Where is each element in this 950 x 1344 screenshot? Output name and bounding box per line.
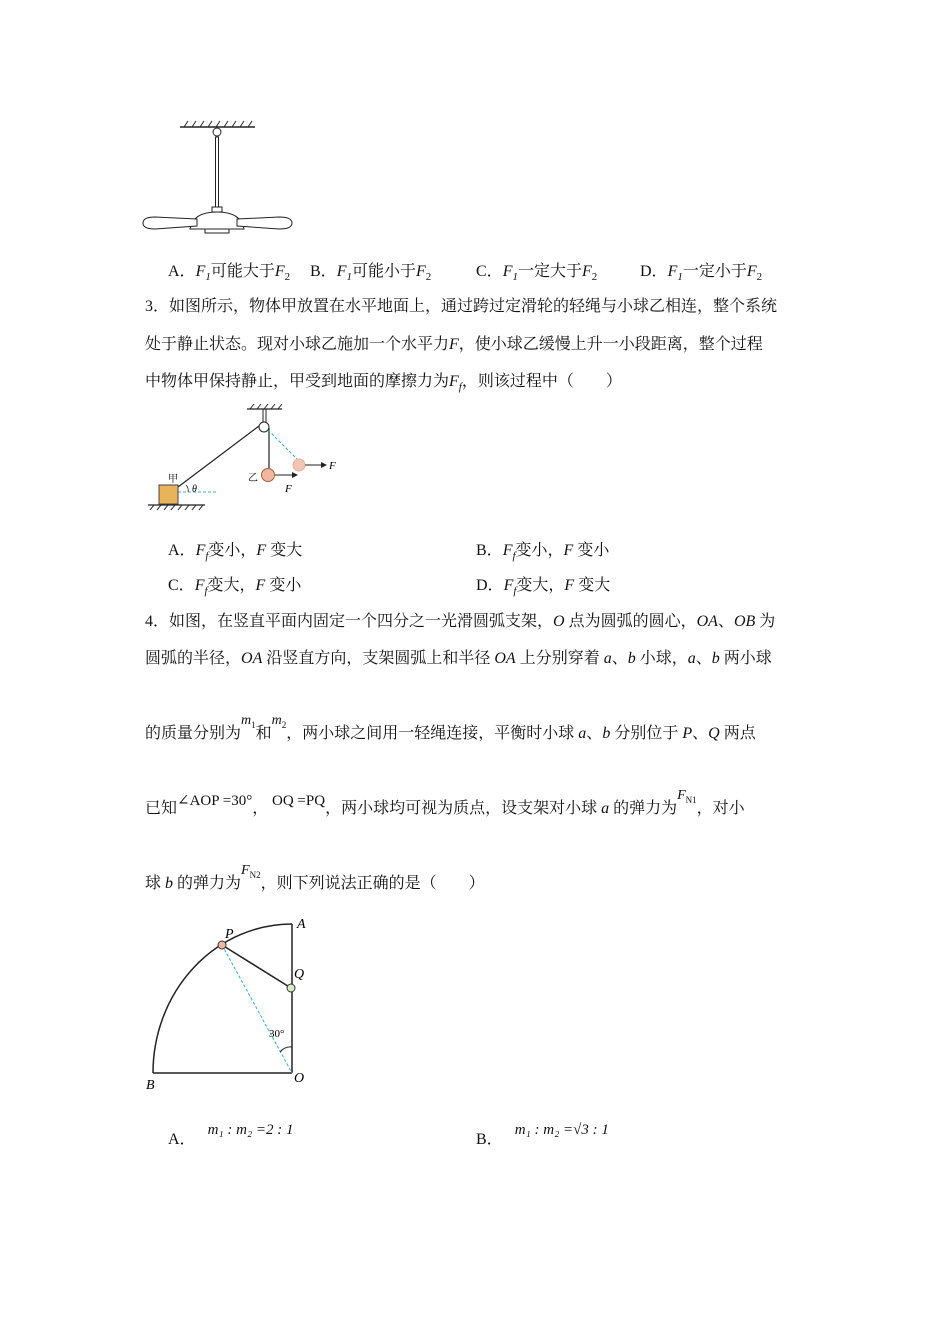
text-segment: 球 [145, 875, 166, 892]
text-segment: B． [476, 542, 503, 559]
text-segment: 2 [591, 271, 598, 283]
text-segment: 变大， [516, 577, 565, 594]
label-q: Q [294, 967, 305, 982]
text-segment: f [513, 585, 517, 597]
text-segment: N1 [685, 795, 697, 805]
text-segment: 两小球 [719, 650, 772, 667]
text-segment: F [677, 788, 686, 803]
text-segment: 、 [611, 650, 628, 667]
text-segment: Q [708, 725, 720, 742]
text-segment: 圆弧的半径， [145, 650, 242, 667]
text-segment: P [682, 725, 693, 742]
option-formula: m₁ : m₂ =2 : 1 [207, 1122, 294, 1138]
text-segment: m [271, 713, 282, 728]
text-segment: F [195, 263, 206, 280]
text-segment: 3．如图所示，物体甲放置在水平地面上，通过跨过定滑轮的轻绳与小球乙相连，整个系统 [145, 298, 778, 315]
text-segment: 和 [255, 725, 272, 742]
text-segment: ，则该过程中（ ） [461, 373, 622, 390]
text-segment: OA [241, 650, 263, 667]
text-segment: 两点 [719, 725, 756, 742]
ball-label: 乙 [248, 473, 258, 484]
label-b: B [146, 1078, 155, 1093]
text-segment: OQ =PQ [268, 793, 326, 809]
text-segment: A． [168, 542, 196, 559]
text-segment: 处于静止状态。现对小球乙施加一个水平力 [145, 336, 450, 353]
text-segment: F [195, 542, 206, 559]
text-segment: m [241, 713, 252, 728]
text-segment: 2 [756, 271, 763, 283]
text-segment: 、 [586, 725, 603, 742]
text-segment: F [502, 542, 513, 559]
text-segment: 2 [284, 271, 291, 283]
text-segment: 、 [692, 725, 709, 742]
text-segment: ，两小球均可视为质点，设支架对小球 [325, 800, 602, 817]
text-segment: 上分别穿着 [515, 650, 604, 667]
text-segment: 小球， [635, 650, 688, 667]
text-segment: 2 [281, 720, 287, 730]
angle-label: θ [192, 484, 197, 495]
text-segment: a [687, 650, 696, 667]
text-segment: ，对小 [696, 800, 745, 817]
text-segment: a [578, 725, 587, 742]
text-segment: 中物体甲保持静止，甲受到地面的摩擦力为 [145, 373, 450, 390]
text-segment: ，使小球乙缓慢上升一小段距离，整个过程 [458, 336, 763, 353]
text-segment: F [241, 863, 250, 878]
text-segment: f [204, 585, 208, 597]
text-segment: OA [696, 613, 718, 630]
option-label: A． [168, 1131, 196, 1148]
text-segment: F [564, 577, 575, 594]
text-segment: 一定大于 [517, 263, 582, 280]
q4-option-b[interactable] [476, 1120, 609, 1148]
block-label: 甲 [168, 474, 178, 485]
text-segment: 变小， [208, 542, 257, 559]
text-segment: F [581, 263, 592, 280]
text-segment: 变小 [573, 542, 610, 559]
text-segment: 点为圆弧的圆心， [564, 613, 697, 630]
text-segment: a [603, 650, 612, 667]
text-segment: OB [733, 613, 756, 630]
text-segment: 1 [677, 271, 683, 283]
force-label: F [329, 460, 336, 472]
text-segment: a [601, 800, 610, 817]
text-segment: ， [252, 800, 269, 817]
text-segment: 4．如图，在竖直平面内固定一个四分之一光滑圆弧支架， [145, 613, 554, 630]
text-segment: 的质量分别为 [145, 725, 242, 742]
label-a: A [297, 917, 306, 932]
text-segment: b [627, 650, 636, 667]
text-segment: F [274, 263, 285, 280]
text-segment: 2 [425, 271, 432, 283]
text-segment: f [205, 550, 209, 562]
text-segment: 沿竖直方向，支架圆弧上和半径 [262, 650, 495, 667]
label-angle: 30° [269, 1028, 285, 1040]
text-segment: B． [310, 263, 337, 280]
text-segment: F [503, 577, 514, 594]
text-segment: b [711, 650, 720, 667]
text-segment: ，则下列说法正确的是（ ） [260, 875, 485, 892]
text-segment: F [415, 263, 426, 280]
text-segment: ，两小球之间用一轻绳连接，平衡时小球 [286, 725, 579, 742]
text-segment: F [746, 263, 757, 280]
text-segment: b [602, 725, 611, 742]
ball-a-at-p [218, 941, 226, 949]
text-segment: D． [476, 577, 504, 594]
text-segment: b [165, 875, 174, 892]
text-segment: 变小， [515, 542, 564, 559]
text-segment: F [563, 542, 574, 559]
text-segment: f [512, 550, 516, 562]
text-segment: A． [168, 263, 196, 280]
text-segment: O [553, 613, 565, 630]
text-segment: 的弹力为 [173, 875, 242, 892]
ball-b-at-q [287, 984, 295, 992]
text-segment: F [667, 263, 678, 280]
text-segment: F [256, 542, 267, 559]
text-segment: OA [494, 650, 516, 667]
text-segment: 可能小于 [351, 263, 416, 280]
label-o: O [294, 1071, 305, 1086]
text-segment: F [449, 373, 459, 390]
q4-option-a[interactable] [168, 1120, 294, 1148]
text-segment: 变大， [207, 577, 256, 594]
text-segment: 1 [512, 271, 518, 283]
text-segment: N2 [249, 870, 261, 880]
text-segment: 已知 [145, 800, 178, 817]
text-segment: F [255, 577, 266, 594]
text-segment: 、 [717, 613, 734, 630]
text-segment: 、 [695, 650, 712, 667]
text-segment: F [502, 263, 513, 280]
text-segment: 的弹力为 [609, 800, 678, 817]
text-segment: F [336, 263, 347, 280]
text-segment: 1 [346, 271, 352, 283]
text-segment: ∠AOP =30° [177, 793, 253, 809]
text-segment: 变小 [265, 577, 302, 594]
text-segment: F [194, 577, 205, 594]
text-segment: D． [640, 263, 668, 280]
text-segment: C． [476, 263, 503, 280]
text-segment: 为 [755, 613, 776, 630]
text-segment: f [458, 381, 462, 393]
text-segment: 1 [251, 720, 256, 730]
text-segment: 变大 [266, 542, 303, 559]
text-segment: 一定小于 [682, 263, 747, 280]
text-segment: 分别位于 [610, 725, 683, 742]
force-label: F [285, 483, 292, 495]
text-segment: F [449, 336, 459, 353]
text-segment: 1 [205, 271, 211, 283]
label-p: P [225, 927, 234, 942]
text-segment: 变大 [574, 577, 611, 594]
text-segment: 可能大于 [210, 263, 275, 280]
option-formula: m₁ : m₂ =√3 : 1 [514, 1122, 609, 1138]
option-label: B． [476, 1131, 503, 1148]
text-segment: C． [168, 577, 195, 594]
